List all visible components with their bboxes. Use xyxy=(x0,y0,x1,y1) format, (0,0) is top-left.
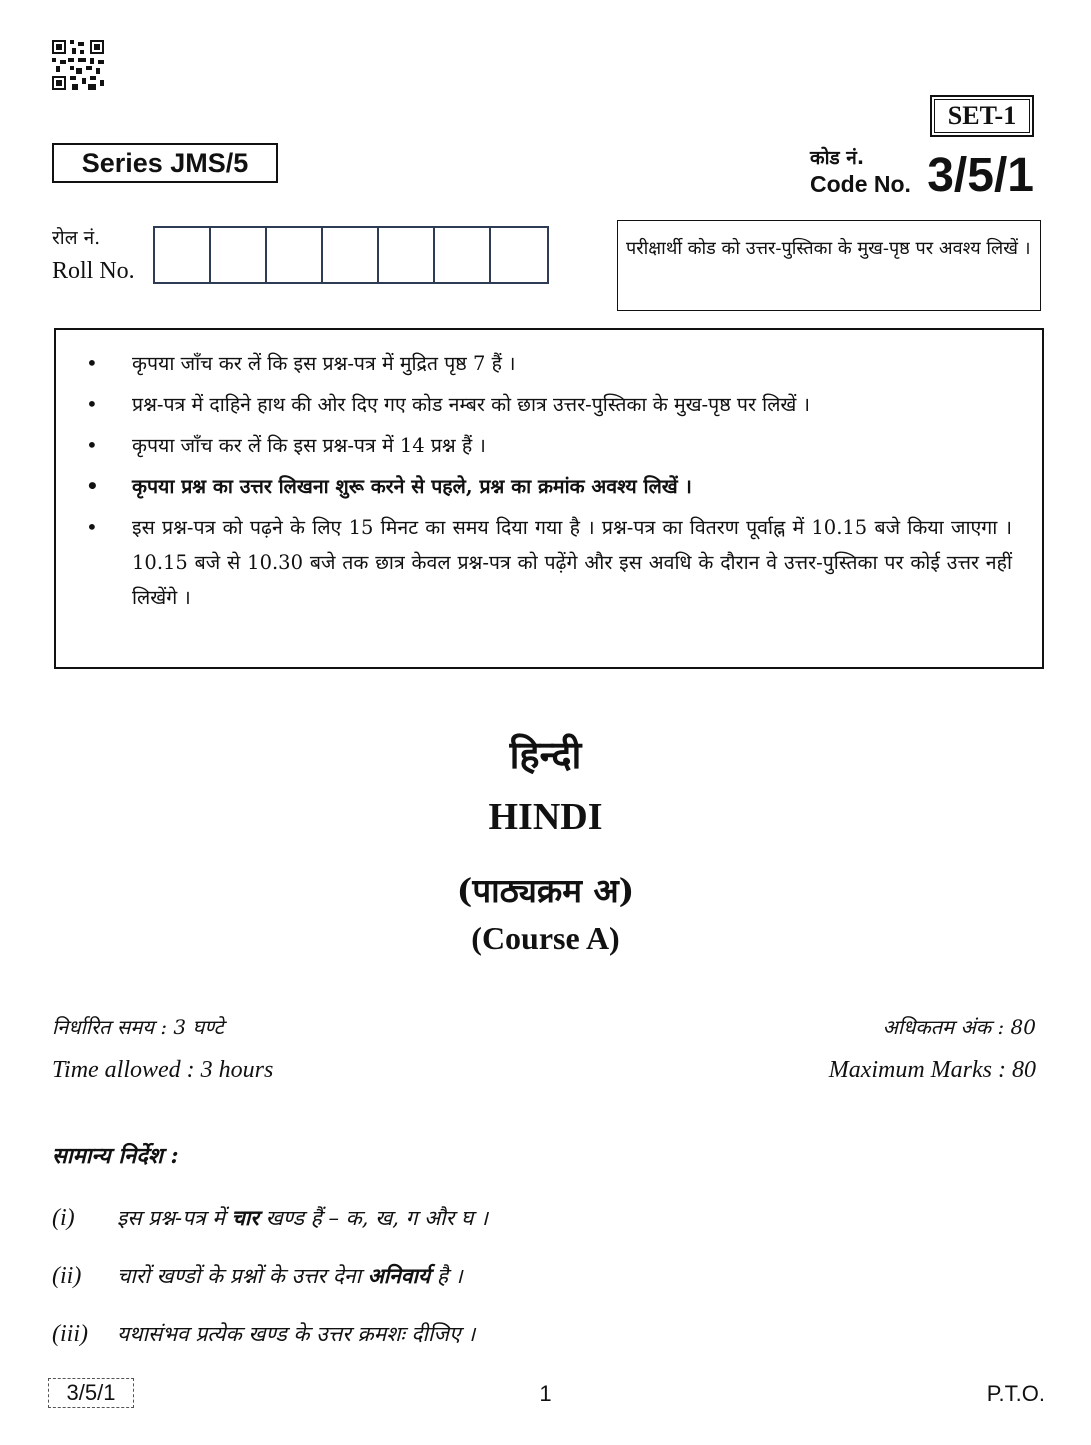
code-label-english: Code No. xyxy=(810,171,911,197)
bullet-icon: • xyxy=(86,433,98,457)
instructions-list xyxy=(86,346,1012,615)
roll-label-hindi: रोल नं. xyxy=(52,227,101,249)
roll-number-cell[interactable] xyxy=(323,228,379,282)
subject-title-hindi: हिन्दी xyxy=(509,732,582,777)
item-text-end: है । xyxy=(430,1264,463,1288)
code-value: 3/5/1 xyxy=(927,149,1034,202)
roll-number-cell[interactable] xyxy=(267,228,323,282)
maximum-marks-english: Maximum Marks : 80 xyxy=(828,1057,1036,1083)
time-allowed-hindi: निर्धारित समय : 3 घण्टे xyxy=(52,1015,224,1039)
general-instruction-item xyxy=(52,1200,488,1236)
item-text: इस प्रश्न-पत्र में xyxy=(117,1206,232,1230)
series-label: Series JMS/5 xyxy=(52,143,278,183)
instruction-text: कृपया जाँच कर लें कि इस प्रश्न-पत्र में मुद्रित पृष्ठ 7 हैं । xyxy=(132,352,516,375)
instruction-item xyxy=(86,346,1012,381)
page-number: 1 xyxy=(539,1381,552,1406)
time-allowed xyxy=(52,1008,273,1094)
set-badge xyxy=(930,95,1034,137)
item-number: (iii) xyxy=(52,1321,88,1347)
code-label-hindi: कोड नं. xyxy=(810,147,865,169)
item-text-end: खण्ड हैं – क, ख, ग और घ । xyxy=(258,1206,488,1230)
general-instruction-item xyxy=(52,1316,475,1352)
course-title-english: (Course A) xyxy=(471,920,620,956)
general-instructions-heading: सामान्य निर्देश : xyxy=(52,1143,179,1169)
bullet-icon: • xyxy=(86,515,98,539)
code-number-block xyxy=(810,146,1040,206)
footer-code: 3/5/1 xyxy=(48,1378,134,1408)
candidate-code-note: परीक्षार्थी कोड को उत्तर-पुस्तिका के मुख-पृष्ठ पर अवश्य लिखें । xyxy=(617,220,1041,311)
instruction-text: कृपया प्रश्न का उत्तर लिखना शुरू करने से पहले, प्रश्न का क्रमांक अवश्य लिखें । xyxy=(132,475,692,498)
instruction-item xyxy=(86,428,1012,463)
time-allowed-english: Time allowed : 3 hours xyxy=(52,1057,274,1083)
item-emphasis: अनिवार्य xyxy=(367,1263,431,1288)
instruction-item xyxy=(86,469,1012,504)
roll-number-cell[interactable] xyxy=(379,228,435,282)
subject-title-english: HINDI xyxy=(488,796,603,838)
roll-number-cell[interactable] xyxy=(211,228,267,282)
qr-code-icon xyxy=(52,40,104,90)
item-number: (ii) xyxy=(52,1263,82,1289)
roll-number-label xyxy=(52,222,135,288)
roll-label-english: Roll No. xyxy=(52,258,135,284)
bullet-icon: • xyxy=(86,392,98,416)
roll-number-cell[interactable] xyxy=(155,228,211,282)
general-instruction-item xyxy=(52,1258,463,1294)
instruction-item xyxy=(86,510,1012,615)
item-text: चारों खण्डों के प्रश्नों के उत्तर देना xyxy=(117,1264,368,1288)
item-emphasis: चार xyxy=(231,1205,259,1230)
maximum-marks-hindi: अधिकतम अंक : 80 xyxy=(882,1015,1036,1039)
instruction-text: कृपया जाँच कर लें कि इस प्रश्न-पत्र में 14 प्रश्न हैं । xyxy=(132,434,486,457)
item-number: (i) xyxy=(52,1205,75,1231)
course-title-hindi: (पाठ्यक्रम अ) xyxy=(456,871,635,910)
instruction-item xyxy=(86,387,1012,422)
bullet-icon: • xyxy=(86,474,99,498)
roll-number-cell[interactable] xyxy=(491,228,547,282)
roll-number-cell[interactable] xyxy=(435,228,491,282)
instruction-text: प्रश्न-पत्र में दाहिने हाथ की ओर दिए गए कोड नम्बर को छात्र उत्तर-पुस्तिका के मुख-पृष्ठ पर लिखें । xyxy=(132,393,810,416)
set-label: SET-1 xyxy=(934,99,1030,133)
roll-number-boxes[interactable] xyxy=(153,226,549,284)
bullet-icon: • xyxy=(86,351,98,375)
pto-label: P.T.O. xyxy=(986,1381,1045,1406)
instructions-box xyxy=(54,328,1044,669)
item-text: यथासंभव प्रत्येक खण्ड के उत्तर क्रमशः दीजिए । xyxy=(117,1322,476,1346)
instruction-text: इस प्रश्न-पत्र को पढ़ने के लिए 15 मिनट का समय दिया गया है । प्रश्न-पत्र का वितरण पूर्वाह्न में 10.15 बजे किया जाएगा । 10.15 बजे से 10.30 बजे तक छात्र केवल प्रश्न-पत्र को पढ़ेंगे और इस अवधि के दौरान वे उत्तर-पुस्तिका पर कोई उत्तर नहीं लिखेंगे । xyxy=(132,516,1012,609)
maximum-marks xyxy=(829,1008,1036,1094)
